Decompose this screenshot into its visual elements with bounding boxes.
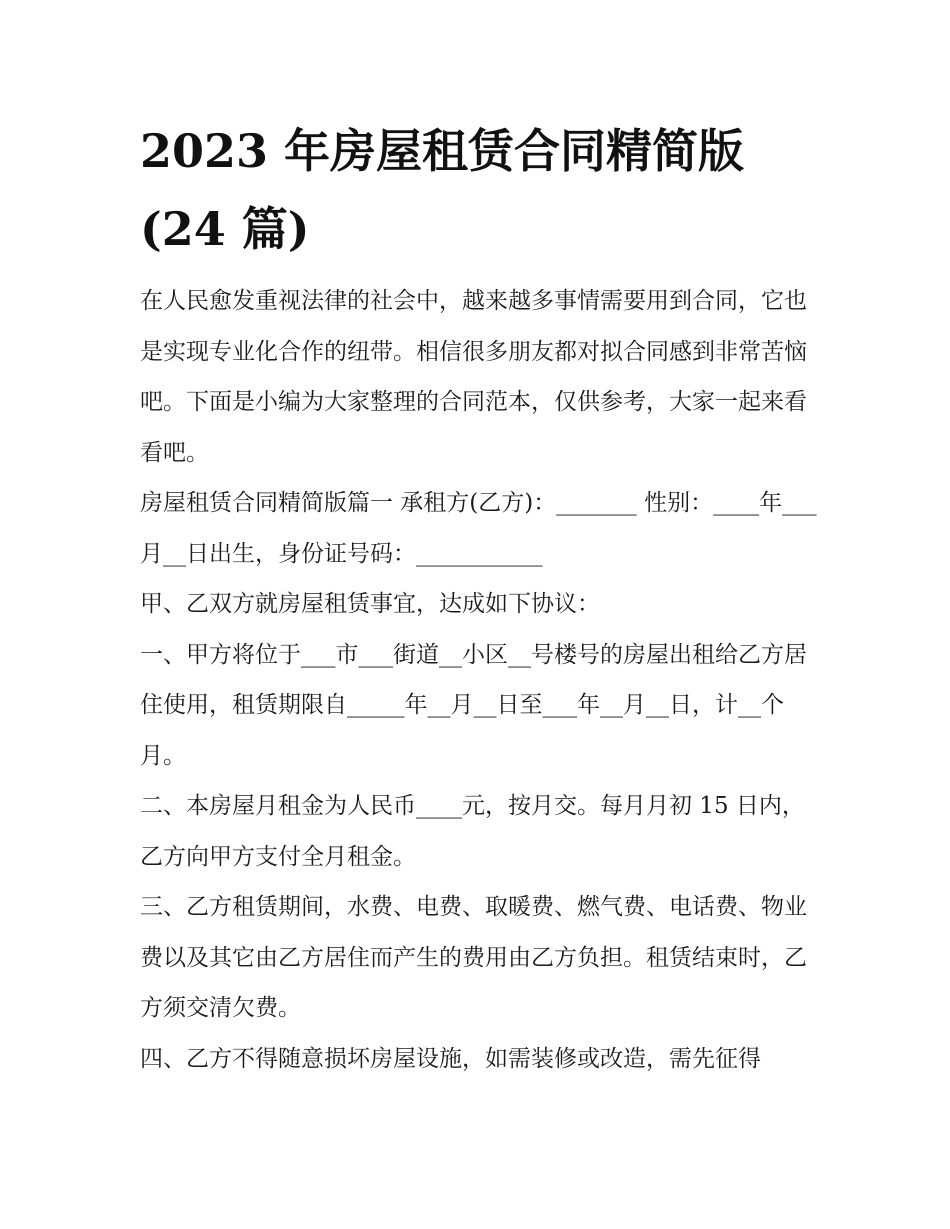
clause-2: 二、本房屋月租金为人民币____元，按月交。每月月初 15 日内，乙方向甲方支付全月租金。 (140, 793, 805, 870)
intro-paragraph: 在人民愈发重视法律的社会中，越来越多事情需要用到合同，它也是实现专业化合作的纽带。相信很多朋友都对拟合同感到非常苦恼吧。下面是小编为大家整理的合同范本，仅供参考，大家一起来看看吧。 (140, 288, 807, 466)
agreement-preamble: 甲、乙双方就房屋租赁事宜，达成如下协议： (140, 591, 600, 617)
clause-3: 三、乙方租赁期间，水费、电费、取暖费、燃气费、电话费、物业费以及其它由乙方居住而产生的费用由乙方负担。租赁结束时，乙方须交清欠费。 (140, 894, 807, 1021)
clause-4: 四、乙方不得随意损坏房屋设施，如需装修或改造，需先征得 (140, 1045, 761, 1072)
document-title: 2023 年房屋租赁合同精简版(24 篇) (140, 124, 745, 256)
document-body (140, 276, 820, 1084)
clause-1: 一、甲方将位于___市___街道__小区__号楼号的房屋出租给乙方居住使用，租赁期限自_____年__月__日至___年__月__日，计__个月。 (140, 641, 807, 769)
tenant-info-paragraph: 房屋租赁合同精简版篇一 承租方(乙方)：_______ 性别：____年___月__日出生，身份证号码：___________ (140, 490, 817, 567)
